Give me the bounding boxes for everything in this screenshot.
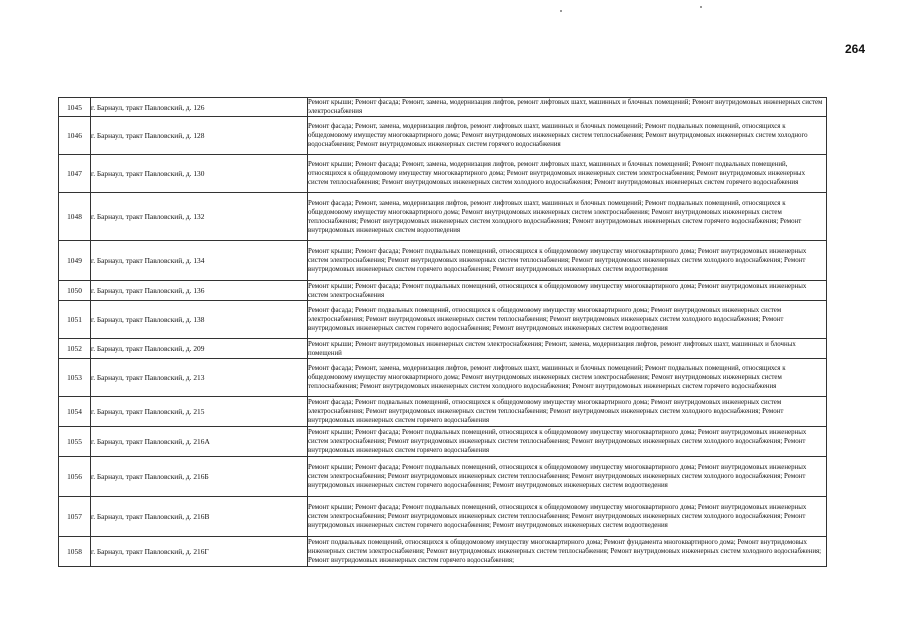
row-address: г. Барнаул, тракт Павловский, д. 138 bbox=[91, 301, 308, 339]
row-works: Ремонт крыши; Ремонт фасада; Ремонт подвальных помещений, относящихся к общедомовому имуществу многоквартирного дома; Ремонт внутридомовых инженерных систем электроснабжения; Ремонт внутридомовых инженерных систем теплоснабжения; Ремонт внутридомовых инженерных систем холодного водоснабжения; Ремонт внутридомовых инженерных систем горячего водоснабжения; Ремонт внутридомовых инженерных систем водоотведения bbox=[308, 241, 827, 281]
row-address: г. Барнаул, тракт Павловский, д. 128 bbox=[91, 117, 308, 155]
row-number: 1045 bbox=[59, 98, 91, 117]
row-number: 1056 bbox=[59, 457, 91, 497]
table-row bbox=[59, 281, 827, 301]
row-number: 1046 bbox=[59, 117, 91, 155]
row-works: Ремонт крыши; Ремонт внутридомовых инженерных систем электроснабжения; Ремонт, замена, модернизация лифтов, ремонт лифтовых шахт, машинных и блочных помещений bbox=[308, 339, 827, 359]
row-address: г. Барнаул, тракт Павловский, д. 126 bbox=[91, 98, 308, 117]
row-number: 1058 bbox=[59, 537, 91, 567]
row-address: г. Барнаул, тракт Павловский, д. 213 bbox=[91, 359, 308, 397]
table-row bbox=[59, 98, 827, 117]
row-address: г. Барнаул, тракт Павловский, д. 216Б bbox=[91, 457, 308, 497]
row-works: Ремонт крыши; Ремонт фасада; Ремонт подвальных помещений, относящихся к общедомовому имуществу многоквартирного дома; Ремонт внутридомовых инженерных систем электроснабжения; Ремонт внутридомовых инженерных систем теплоснабжения; Ремонт внутридомовых инженерных систем холодного водоснабжения; Ремонт внутридомовых инженерных систем горячего водоснабжения; Ремонт внутридомовых инженерных систем водоотведения bbox=[308, 497, 827, 537]
row-works: Ремонт крыши; Ремонт фасада; Ремонт подвальных помещений, относящихся к общедомовому имуществу многоквартирного дома; Ремонт внутридомовых инженерных систем электроснабжения bbox=[308, 281, 827, 301]
row-address: г. Барнаул, тракт Павловский, д. 215 bbox=[91, 397, 308, 427]
row-address: г. Барнаул, тракт Павловский, д. 209 bbox=[91, 339, 308, 359]
row-number: 1051 bbox=[59, 301, 91, 339]
table-row bbox=[59, 339, 827, 359]
table-row bbox=[59, 537, 827, 567]
row-number: 1054 bbox=[59, 397, 91, 427]
row-address: г. Барнаул, тракт Павловский, д. 134 bbox=[91, 241, 308, 281]
scan-speck bbox=[560, 10, 562, 12]
table-row bbox=[59, 155, 827, 193]
row-number: 1052 bbox=[59, 339, 91, 359]
row-address: г. Барнаул, тракт Павловский, д. 132 bbox=[91, 193, 308, 241]
row-address: г. Барнаул, тракт Павловский, д. 216Г bbox=[91, 537, 308, 567]
row-number: 1053 bbox=[59, 359, 91, 397]
row-number: 1057 bbox=[59, 497, 91, 537]
row-address: г. Барнаул, тракт Павловский, д. 136 bbox=[91, 281, 308, 301]
row-works: Ремонт фасада; Ремонт, замена, модернизация лифтов, ремонт лифтовых шахт, машинных и блочных помещений; Ремонт подвальных помещений, относящихся к общедомовому имуществу многоквартирного дома; Ремонт внутридомовых инженерных систем электроснабжения; Ремонт внутридомовых инженерных систем теплоснабжения; Ремонт внутридомовых инженерных систем холодного водоснабжения; Ремонт внутридомовых инженерных систем горячего водоснабжения bbox=[308, 359, 827, 397]
row-number: 1048 bbox=[59, 193, 91, 241]
table-row bbox=[59, 359, 827, 397]
table-row bbox=[59, 241, 827, 281]
table-row bbox=[59, 427, 827, 457]
row-number: 1055 bbox=[59, 427, 91, 457]
table-row bbox=[59, 117, 827, 155]
address-works-table bbox=[58, 97, 827, 567]
row-address: г. Барнаул, тракт Павловский, д. 216В bbox=[91, 497, 308, 537]
table-row bbox=[59, 193, 827, 241]
row-works: Ремонт крыши; Ремонт фасада; Ремонт подвальных помещений, относящихся к общедомовому имуществу многоквартирного дома; Ремонт внутридомовых инженерных систем электроснабжения; Ремонт внутридомовых инженерных систем теплоснабжения; Ремонт внутридомовых инженерных систем холодного водоснабжения; Ремонт внутридомовых инженерных систем горячего водоснабжения; Ремонт внутридомовых инженерных систем водоотведения bbox=[308, 457, 827, 497]
table-row bbox=[59, 397, 827, 427]
row-works: Ремонт фасада; Ремонт подвальных помещений, относящихся к общедомовому имуществу многоквартирного дома; Ремонт внутридомовых инженерных систем электроснабжения; Ремонт внутридомовых инженерных систем теплоснабжения; Ремонт внутридомовых инженерных систем холодного водоснабжения; Ремонт внутридомовых инженерных систем горячего водоснабжения; Ремонт внутридомовых инженерных систем водоотведения bbox=[308, 301, 827, 339]
table-row bbox=[59, 497, 827, 537]
row-address: г. Барнаул, тракт Павловский, д. 130 bbox=[91, 155, 308, 193]
scan-speck bbox=[700, 6, 702, 8]
row-number: 1047 bbox=[59, 155, 91, 193]
row-works: Ремонт подвальных помещений, относящихся к общедомовому имуществу многоквартирного дома; Ремонт фундамента многоквартирного дома; Ремонт внутридомовых инженерных систем электроснабжения; Ремонт внутридомовых инженерных систем теплоснабжения; Ремонт внутридомовых инженерных систем холодного водоснабжения; Ремонт внутридомовых инженерных систем горячего водоснабжения; bbox=[308, 537, 827, 567]
row-works: Ремонт крыши; Ремонт фасада; Ремонт, замена, модернизация лифтов, ремонт лифтовых шахт, машинных и блочных помещений; Ремонт подвальных помещений, относящихся к общедомовому имуществу многоквартирного дома; Ремонт внутридомовых инженерных систем электроснабжения; Ремонт внутридомовых инженерных систем теплоснабжения; Ремонт внутридомовых инженерных систем холодного водоснабжения; Ремонт внутридомовых инженерных систем горячего водоснабжения bbox=[308, 155, 827, 193]
row-works: Ремонт крыши; Ремонт фасада; Ремонт, замена, модернизация лифтов, ремонт лифтовых шахт, машинных и блочных помещений; Ремонт внутридомовых инженерных систем электроснабжения bbox=[308, 98, 827, 117]
page-number: 264 bbox=[844, 42, 865, 56]
row-number: 1049 bbox=[59, 241, 91, 281]
table-row bbox=[59, 457, 827, 497]
row-number: 1050 bbox=[59, 281, 91, 301]
row-works: Ремонт фасада; Ремонт, замена, модернизация лифтов, ремонт лифтовых шахт, машинных и блочных помещений; Ремонт подвальных помещений, относящихся к общедомовому имуществу многоквартирного дома; Ремонт внутридомовых инженерных систем теплоснабжения; Ремонт внутридомовых инженерных систем холодного водоснабжения; Ремонт внутридомовых инженерных систем горячего водоснабжения bbox=[308, 117, 827, 155]
row-address: г. Барнаул, тракт Павловский, д. 216А bbox=[91, 427, 308, 457]
row-works: Ремонт крыши; Ремонт фасада; Ремонт подвальных помещений, относящихся к общедомовому имуществу многоквартирного дома; Ремонт внутридомовых инженерных систем электроснабжения; Ремонт внутридомовых инженерных систем теплоснабжения; Ремонт внутридомовых инженерных систем холодного водоснабжения; Ремонт внутридомовых инженерных систем горячего водоснабжения bbox=[308, 427, 827, 457]
row-works: Ремонт фасада; Ремонт, замена, модернизация лифтов, ремонт лифтовых шахт, машинных и блочных помещений; Ремонт подвальных помещений, относящихся к общедомовому имуществу многоквартирного дома; Ремонт внутридомовых инженерных систем электроснабжения; Ремонт внутридомовых инженерных систем теплоснабжения; Ремонт внутридомовых инженерных систем холодного водоснабжения; Ремонт внутридомовых инженерных систем горячего водоснабжения; Ремонт внутридомовых инженерных систем водоотведения bbox=[308, 193, 827, 241]
table-row bbox=[59, 301, 827, 339]
row-works: Ремонт фасада; Ремонт подвальных помещений, относящихся к общедомовому имуществу многоквартирного дома; Ремонт внутридомовых инженерных систем электроснабжения; Ремонт внутридомовых инженерных систем теплоснабжения; Ремонт внутридомовых инженерных систем холодного водоснабжения; Ремонт внутридомовых инженерных систем горячего водоснабжения bbox=[308, 397, 827, 427]
